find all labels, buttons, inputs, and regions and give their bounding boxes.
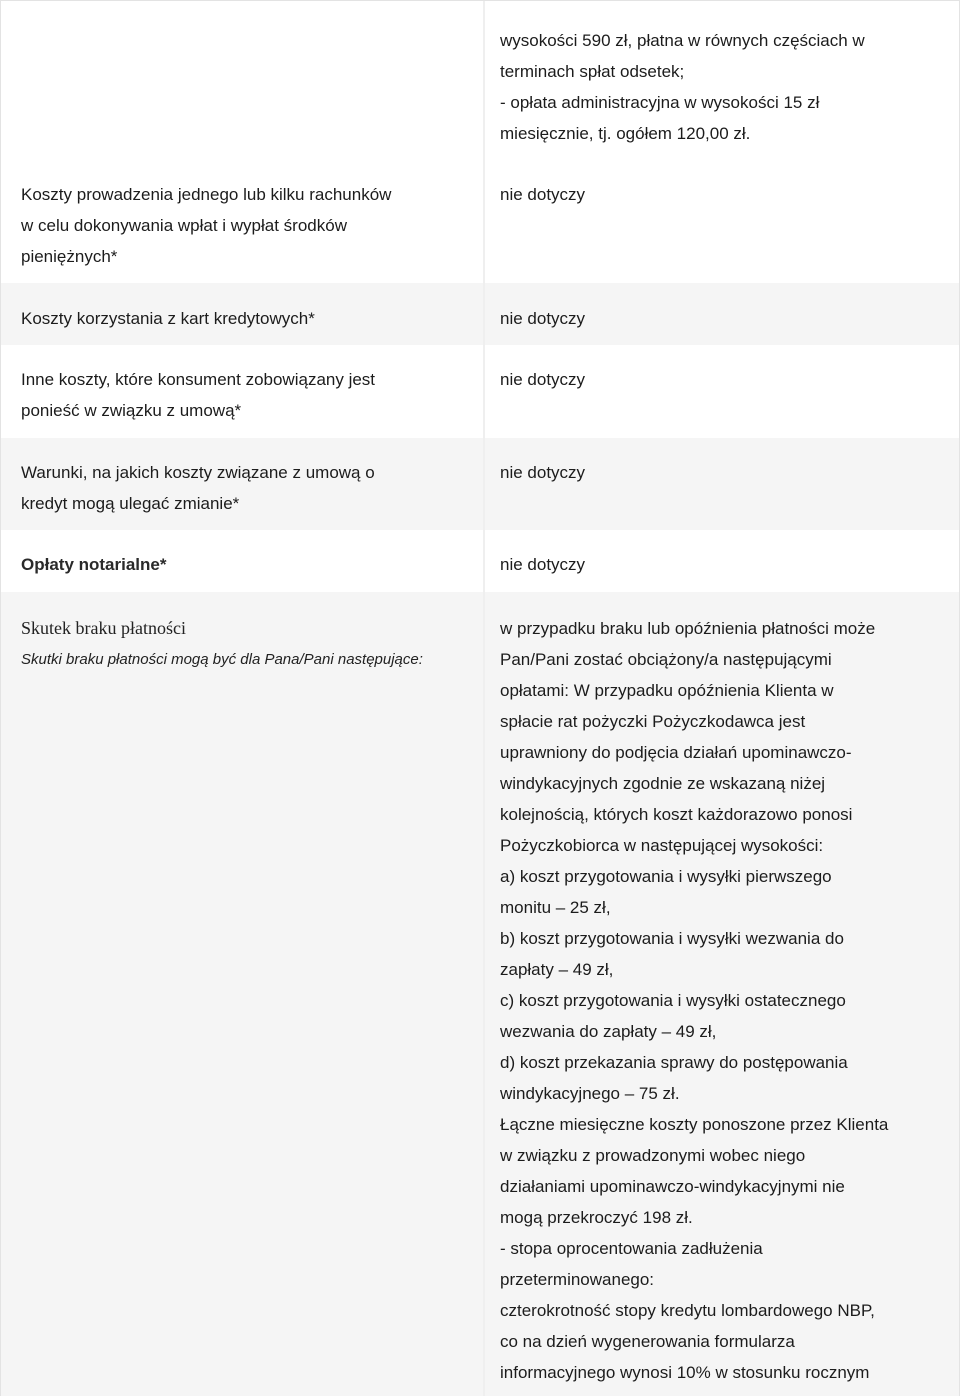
account-costs-value xyxy=(500,179,950,210)
section-title: Skutek braku płatności xyxy=(21,618,186,638)
text-line: nie dotyczy xyxy=(500,463,586,482)
text-line: Opłaty notarialne* xyxy=(21,555,167,574)
text-line: miesięcznie, tj. ogółem 120,00 zł. xyxy=(500,124,751,143)
account-costs-label xyxy=(21,179,471,272)
text-line: a) koszt przygotowania i wysyłki pierwszego xyxy=(500,867,832,886)
text-line: opłatami: W przypadku opóźnienia Klienta w xyxy=(500,681,834,700)
column-divider xyxy=(483,1,485,1396)
credit-card-costs-value xyxy=(500,303,950,334)
row-notary-fees xyxy=(1,530,959,592)
cost-change-conditions-value xyxy=(500,457,950,488)
text-line: Łączne miesięczne koszty ponoszone przez Klienta xyxy=(500,1115,889,1134)
text-line: terminach spłat odsetek; xyxy=(500,62,685,81)
text-line: Warunki, na jakich koszty związane z umową o xyxy=(21,463,375,482)
text-line: działaniami upominawczo-windykacyjnymi nie xyxy=(500,1177,845,1196)
row-account-costs xyxy=(1,159,959,283)
other-costs-value xyxy=(500,364,950,395)
admin-fee-value xyxy=(500,25,950,149)
row-credit-card-costs xyxy=(1,283,959,345)
section-subtitle: Skutki braku płatności mogą być dla Pana/Pani następujące: xyxy=(21,651,423,668)
text-line: nie dotyczy xyxy=(500,370,586,389)
text-line: nie dotyczy xyxy=(500,185,586,204)
text-line: nie dotyczy xyxy=(500,555,586,574)
text-line: mogą przekroczyć 198 zł. xyxy=(500,1208,693,1227)
text-line: d) koszt przekazania sprawy do postępowania xyxy=(500,1053,848,1072)
text-line: Pożyczkobiorca w następującej wysokości: xyxy=(500,836,824,855)
text-line: ponieść w związku z umową* xyxy=(21,401,242,420)
text-line: windykacyjnych zgodnie ze wskazaną niżej xyxy=(500,774,826,793)
non-payment-heading xyxy=(21,613,471,675)
text-line: informacyjnego wynosi 10% w stosunku rocznym xyxy=(500,1363,870,1382)
text-line: Koszty prowadzenia jednego lub kilku rachunków xyxy=(21,185,392,204)
text-line: czterokrotność stopy kredytu lombardowego NBP, xyxy=(500,1301,875,1320)
text-line: w przypadku braku lub opóźnienia płatności może xyxy=(500,619,876,638)
text-line: wysokości 590 zł, płatna w równych częściach w xyxy=(500,31,865,50)
text-line: - stopa oprocentowania zadłużenia xyxy=(500,1239,763,1258)
text-line: w celu dokonywania wpłat i wypłat środków xyxy=(21,216,347,235)
text-line: Koszty korzystania z kart kredytowych* xyxy=(21,309,315,328)
text-line: zapłaty – 49 zł, xyxy=(500,960,614,979)
text-line: - opłata administracyjna w wysokości 15 zł xyxy=(500,93,820,112)
text-line: Inne koszty, które konsument zobowiązany jest xyxy=(21,370,376,389)
text-line: kolejnością, których koszt każdorazowo ponosi xyxy=(500,805,853,824)
text-line: wezwania do zapłaty – 49 zł, xyxy=(500,1022,717,1041)
text-line: nie dotyczy xyxy=(500,309,586,328)
text-line: monitu – 25 zł, xyxy=(500,898,611,917)
row-non-payment-consequences xyxy=(1,592,959,1396)
non-payment-details xyxy=(500,613,950,1388)
row-other-costs xyxy=(1,345,959,438)
row-cost-change-conditions xyxy=(1,438,959,530)
text-line: Pan/Pani zostać obciążony/a następującymi xyxy=(500,650,832,669)
text-line: spłacie rat pożyczki Pożyczkodawca jest xyxy=(500,712,806,731)
notary-fees-value xyxy=(500,549,950,580)
text-line: b) koszt przygotowania i wysyłki wezwania do xyxy=(500,929,844,948)
text-line: przeterminowanego: xyxy=(500,1270,655,1289)
row-admin-fee xyxy=(1,1,959,159)
text-line: kredyt mogą ulegać zmianie* xyxy=(21,494,240,513)
text-line: w związku z prowadzonymi wobec niego xyxy=(500,1146,806,1165)
notary-fees-label xyxy=(21,549,471,580)
cost-change-conditions-label xyxy=(21,457,471,519)
text-line: pieniężnych* xyxy=(21,247,118,266)
credit-card-costs-label xyxy=(21,303,471,334)
text-line: uprawniony do podjęcia działań upominawczo- xyxy=(500,743,852,762)
other-costs-label xyxy=(21,364,471,426)
text-line: windykacyjnego – 75 zł. xyxy=(500,1084,680,1103)
text-line: co na dzień wygenerowania formularza xyxy=(500,1332,795,1351)
text-line: c) koszt przygotowania i wysyłki ostatecznego xyxy=(500,991,846,1010)
